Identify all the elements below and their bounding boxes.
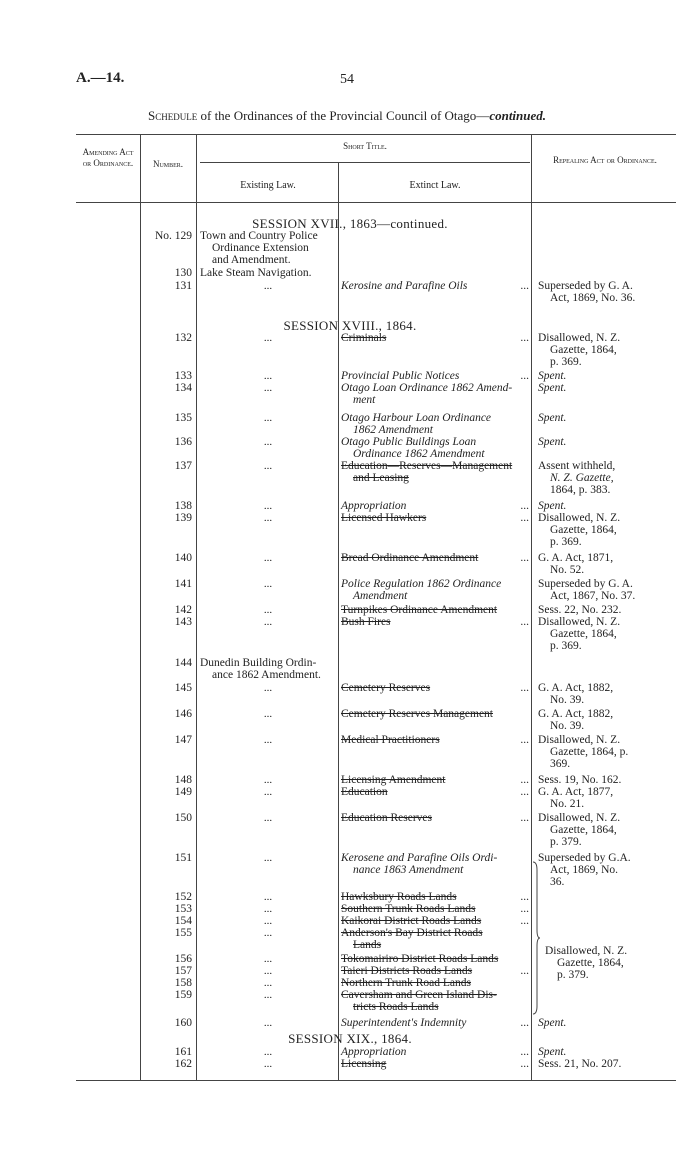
existing-law-line: Ordinance Extension	[212, 242, 309, 254]
repealing-line: G. A. Act, 1882,	[538, 708, 614, 720]
existing-ellipsis: ...	[263, 370, 273, 382]
extinct-law-line: Provincial Public Notices	[341, 370, 460, 382]
leader-dots: ...	[520, 370, 529, 382]
existing-law-line: Dunedin Building Ordin-	[200, 657, 317, 669]
extinct-law-line: Otago Loan Ordinance 1862 Amend-	[341, 382, 513, 394]
repealing-act	[538, 812, 674, 848]
leader-dots: ...	[520, 1058, 529, 1070]
extinct-law	[341, 280, 529, 292]
header-short-title: Short Title.	[343, 141, 387, 151]
ordinance-number: 133	[174, 370, 192, 382]
repealing-act	[538, 512, 674, 548]
extinct-law	[341, 616, 529, 628]
leader-dots: ...	[520, 786, 529, 798]
existing-law-line: Lake Steam Navigation.	[200, 267, 312, 279]
extinct-law-line: Amendment	[353, 590, 408, 602]
leader-dots: ...	[520, 891, 529, 903]
existing-ellipsis: ...	[263, 989, 273, 1001]
extinct-law	[341, 903, 529, 915]
repealing-act	[538, 370, 674, 382]
repealing-act	[538, 578, 674, 602]
ordinance-number: 131	[174, 280, 192, 292]
ordinance-number: 147	[174, 734, 192, 746]
extinct-law-line: Ordinance 1862 Amendment	[353, 448, 485, 460]
existing-ellipsis: ...	[263, 500, 273, 512]
repealing-act-group	[545, 945, 681, 981]
extinct-law	[341, 436, 529, 460]
repealing-line: Superseded by G. A.	[538, 280, 633, 292]
table-top-rule	[76, 134, 676, 135]
extinct-law-line: Kerosine and Parafine Oils	[341, 280, 468, 292]
ordinance-number: 155	[174, 927, 192, 939]
extinct-law-line: Taieri Districts Roads Lands	[341, 965, 473, 977]
repealing-line: p. 369.	[550, 536, 582, 548]
repealing-line: Spent.	[538, 1046, 567, 1058]
repealing-act	[538, 436, 674, 448]
extinct-law-line: Licensed Hawkers	[341, 512, 427, 524]
existing-ellipsis: ...	[263, 903, 273, 915]
existing-ellipsis: ...	[263, 1046, 273, 1058]
repealing-line: Spent.	[538, 436, 567, 448]
existing-ellipsis: ...	[263, 1017, 273, 1029]
ordinance-number: 139	[174, 512, 192, 524]
session-xvii-heading: SESSION XVII., 1863—continued.	[252, 216, 448, 231]
extinct-law-line: Education Reserves	[341, 812, 433, 824]
extinct-law-line: Northern Trunk Road Lands	[341, 977, 472, 989]
ordinance-number: 146	[174, 708, 192, 720]
extinct-law	[341, 370, 529, 382]
repealing-line: Gazette, 1864,	[550, 824, 617, 836]
repealing-line: p. 369.	[550, 356, 582, 368]
extinct-law	[341, 460, 529, 484]
repealing-line: Spent.	[538, 370, 567, 382]
extinct-law-line: ment	[353, 394, 376, 406]
existing-law-line: and Amendment.	[212, 254, 291, 266]
existing-ellipsis: ...	[263, 682, 273, 694]
existing-ellipsis: ...	[263, 512, 273, 524]
header-number: Number.	[152, 159, 184, 169]
ordinance-number: 138	[174, 500, 192, 512]
repealing-line: G. A. Act, 1871,	[538, 552, 614, 564]
extinct-law	[341, 500, 529, 512]
existing-ellipsis: ...	[263, 604, 273, 616]
leader-dots: ...	[520, 616, 529, 628]
repealing-act	[538, 552, 674, 576]
repealing-line: No. 21.	[550, 798, 585, 810]
extinct-law-line: Criminals	[341, 332, 387, 344]
existing-ellipsis: ...	[263, 812, 273, 824]
extinct-law	[341, 891, 529, 903]
repealing-act	[538, 682, 674, 706]
existing-law	[200, 230, 336, 266]
extinct-law	[341, 512, 529, 524]
extinct-law	[341, 852, 529, 876]
repealing-line: Disallowed, N. Z.	[538, 812, 621, 824]
extinct-law	[341, 927, 529, 951]
repealing-act	[538, 852, 674, 888]
extinct-law	[341, 977, 529, 989]
existing-ellipsis: ...	[263, 774, 273, 786]
extinct-law	[341, 989, 529, 1013]
repealing-line: Disallowed, N. Z.	[538, 734, 621, 746]
extinct-law-line: Otago Public Buildings Loan	[341, 436, 477, 448]
session-xviii-heading: SESSION XVIII., 1864.	[283, 318, 417, 333]
extinct-law	[341, 734, 529, 746]
extinct-law-line: tricts Roads Lands	[353, 1001, 439, 1013]
extinct-law-line: Otago Harbour Loan Ordinance	[341, 412, 492, 424]
extinct-law-line: Appropriation	[341, 1046, 407, 1058]
repealing-line: Sess. 19, No. 162.	[538, 774, 622, 786]
existing-ellipsis: ...	[263, 734, 273, 746]
ordinance-number: 136	[174, 436, 192, 448]
repealing-line: Gazette, 1864,	[550, 344, 617, 356]
extinct-law	[341, 1017, 529, 1029]
repealing-act	[538, 708, 674, 732]
leader-dots: ...	[520, 812, 529, 824]
repealing-line: 1864, p. 383.	[550, 484, 611, 496]
ordinance-number: 159	[174, 989, 192, 1001]
extinct-law-line: and Leasing	[353, 472, 409, 484]
title-middle: of the Ordinances of the Provincial Council of Otago—	[197, 108, 490, 123]
existing-ellipsis: ...	[263, 1058, 273, 1070]
repealing-line: Disallowed, N. Z.	[538, 616, 621, 628]
existing-ellipsis: ...	[263, 280, 273, 292]
extinct-law	[341, 552, 529, 564]
ordinance-number: 143	[174, 616, 192, 628]
ordinance-number: 145	[174, 682, 192, 694]
page-number: 54	[340, 72, 354, 87]
repealing-act	[538, 1058, 674, 1070]
ordinance-number: 156	[174, 953, 192, 965]
repealing-line: p. 369.	[550, 640, 582, 652]
ordinance-number: 140	[174, 552, 192, 564]
leader-dots: ...	[520, 734, 529, 746]
leader-dots: ...	[520, 332, 529, 344]
leader-dots: ...	[520, 903, 529, 915]
extinct-law-line: Cemetery Reserves Management	[341, 708, 493, 720]
repealing-act	[538, 500, 674, 512]
repealing-line: Spent.	[538, 412, 567, 424]
extinct-law	[341, 1058, 529, 1070]
repealing-act	[538, 460, 674, 496]
repealing-line: G. A. Act, 1877,	[538, 786, 614, 798]
extinct-law-line: Lands	[353, 939, 382, 951]
existing-ellipsis: ...	[263, 708, 273, 720]
existing-law	[200, 657, 336, 681]
extinct-law-line: Kerosene and Parafine Oils Ordi-	[341, 852, 498, 864]
repealing-line: Spent.	[538, 1017, 567, 1029]
repealing-line: Gazette, 1864,	[550, 524, 617, 536]
repealing-act	[538, 734, 674, 770]
extinct-law	[341, 915, 529, 927]
extinct-law-line: Kaikorai District Roads Lands	[341, 915, 482, 927]
existing-ellipsis: ...	[263, 953, 273, 965]
extinct-law	[341, 412, 529, 436]
ordinance-number: 141	[174, 578, 192, 590]
ordinance-number: 134	[174, 382, 192, 394]
extinct-law	[341, 965, 529, 977]
header-subrule	[200, 162, 530, 163]
extinct-law-line: 1862 Amendment	[353, 424, 433, 436]
ordinance-number: 154	[174, 915, 192, 927]
extinct-law-line: Education—Reserves—Management	[341, 460, 513, 472]
leader-dots: ...	[520, 500, 529, 512]
repealing-line: Sess. 21, No. 207.	[538, 1058, 622, 1070]
ordinance-number: 160	[174, 1017, 192, 1029]
existing-ellipsis: ...	[263, 965, 273, 977]
extinct-law	[341, 382, 529, 406]
header-repealing: Repealing Act or Ordinance.	[553, 155, 657, 165]
leader-dots: ...	[520, 965, 529, 977]
repealing-line: Disallowed, N. Z.	[538, 332, 621, 344]
existing-ellipsis: ...	[263, 578, 273, 590]
repealing-line: p. 379.	[557, 969, 589, 981]
existing-ellipsis: ...	[263, 786, 273, 798]
repealing-act	[538, 1046, 674, 1058]
ordinance-number: 148	[174, 774, 192, 786]
existing-ellipsis: ...	[263, 460, 273, 472]
extinct-law	[341, 708, 529, 720]
extinct-law	[341, 604, 529, 616]
repealing-line: N. Z. Gazette,	[550, 472, 614, 484]
leader-dots: ...	[520, 1046, 529, 1058]
ordinance-number: 162	[174, 1058, 192, 1070]
leader-dots: ...	[520, 280, 529, 292]
extinct-law-line: Education	[341, 786, 388, 798]
extinct-law-line: Police Regulation 1862 Ordinance	[341, 578, 502, 590]
extinct-law-line: Superintendent's Indemnity	[341, 1017, 467, 1029]
extinct-law	[341, 332, 529, 344]
extinct-law-line: Anderson's Bay District Roads	[341, 927, 483, 939]
schedule-title	[148, 108, 546, 124]
repealing-act	[538, 774, 674, 786]
title-continued: continued.	[489, 108, 547, 123]
extinct-law-line: Appropriation	[341, 500, 407, 512]
existing-ellipsis: ...	[263, 552, 273, 564]
existing-ellipsis: ...	[263, 977, 273, 989]
leader-dots: ...	[520, 915, 529, 927]
repealing-line: G. A. Act, 1882,	[538, 682, 614, 694]
extinct-law-line: Bread Ordinance Amendment	[341, 552, 479, 564]
leader-dots: ...	[520, 1017, 529, 1029]
grouping-brace	[532, 860, 540, 1016]
repealing-act	[538, 412, 674, 424]
existing-ellipsis: ...	[263, 915, 273, 927]
existing-law-line: Town and Country Police	[200, 230, 318, 242]
ordinance-number: 157	[174, 965, 192, 977]
repealing-line: Act, 1867, No. 37.	[550, 590, 636, 602]
existing-ellipsis: ...	[263, 927, 273, 939]
header-extinct: Extinct Law.	[409, 180, 461, 191]
repealing-line: p. 379.	[550, 836, 582, 848]
ordinance-number: 150	[174, 812, 192, 824]
repealing-act	[538, 1017, 674, 1029]
extinct-law-line: Caversham and Green Island Dis-	[341, 989, 497, 1001]
extinct-law	[341, 786, 529, 798]
extinct-law	[341, 1046, 529, 1058]
ordinance-number: No. 129	[154, 230, 192, 242]
extinct-law-line: Licensing	[341, 1058, 387, 1070]
ordinance-number: 132	[174, 332, 192, 344]
ordinance-number: 130	[174, 267, 192, 279]
repealing-line: Gazette, 1864,	[557, 957, 624, 969]
repealing-line: No. 52.	[550, 564, 585, 576]
extinct-law	[341, 774, 529, 786]
repealing-line: Act, 1869, No. 36.	[550, 292, 636, 304]
extinct-law	[341, 812, 529, 824]
extinct-law	[341, 578, 529, 602]
ordinance-number: 137	[174, 460, 192, 472]
repealing-line: Disallowed, N. Z.	[545, 945, 628, 957]
extinct-law-line: nance 1863 Amendment	[353, 864, 464, 876]
repealing-line: No. 39.	[550, 720, 585, 732]
leader-dots: ...	[520, 512, 529, 524]
existing-ellipsis: ...	[263, 891, 273, 903]
table-bottom-rule	[76, 1080, 676, 1081]
repealing-line: Spent.	[538, 382, 567, 394]
repealing-line: Superseded by G.A.	[538, 852, 631, 864]
ordinance-number: 152	[174, 891, 192, 903]
extinct-law-line: Tokomairiro District Roads Lands	[341, 953, 499, 965]
repealing-line: Act, 1869, No.	[550, 864, 619, 876]
header-bottom-rule	[76, 202, 676, 203]
repealing-act	[538, 280, 674, 304]
repealing-act	[538, 332, 674, 368]
repealing-line: 36.	[550, 876, 565, 888]
extinct-law-line: Hawksbury Roads Lands	[341, 891, 457, 903]
ordinance-number: 144	[174, 657, 192, 669]
ordinance-number: 149	[174, 786, 192, 798]
title-schedule-word: Schedule	[148, 108, 198, 123]
repealing-act	[538, 786, 674, 810]
extinct-law-line: Cemetery Reserves	[341, 682, 431, 694]
repealing-line: Spent.	[538, 500, 567, 512]
extinct-law-line: Turnpikes Ordinance Amendment	[341, 604, 498, 616]
repealing-line: 369.	[550, 758, 571, 770]
ordinance-number: 153	[174, 903, 192, 915]
leader-dots: ...	[520, 552, 529, 564]
existing-ellipsis: ...	[263, 616, 273, 628]
existing-law-line: ance 1862 Amendment.	[212, 669, 321, 681]
repealing-line: Gazette, 1864, p.	[550, 746, 629, 758]
header-amending: Amending Act or Ordinance.	[82, 147, 134, 168]
extinct-law-line: Licensing Amendment	[341, 774, 446, 786]
repealing-line: Assent withheld,	[538, 460, 616, 472]
ordinance-number: 151	[174, 852, 192, 864]
repealing-line: Gazette, 1864,	[550, 628, 617, 640]
column-rule-2	[196, 134, 197, 1080]
existing-ellipsis: ...	[263, 382, 273, 394]
session-xix-heading: SESSION XIX., 1864.	[288, 1031, 412, 1046]
ordinance-number: 135	[174, 412, 192, 424]
ordinance-number: 142	[174, 604, 192, 616]
leader-dots: ...	[520, 682, 529, 694]
column-rule-3	[338, 162, 339, 1080]
repealing-act	[538, 382, 674, 394]
extinct-law	[341, 953, 529, 965]
document-reference: A.—14.	[76, 70, 125, 86]
repealing-line: No. 39.	[550, 694, 585, 706]
repealing-act	[538, 604, 674, 616]
extinct-law-line: Medical Practitioners	[341, 734, 440, 746]
repealing-line: Superseded by G. A.	[538, 578, 633, 590]
header-existing: Existing Law.	[240, 180, 296, 191]
extinct-law-line: Bush Fires	[341, 616, 391, 628]
repealing-line: Sess. 22, No. 232.	[538, 604, 622, 616]
existing-ellipsis: ...	[263, 332, 273, 344]
repealing-act	[538, 616, 674, 652]
existing-ellipsis: ...	[263, 852, 273, 864]
leader-dots: ...	[520, 774, 529, 786]
existing-ellipsis: ...	[263, 412, 273, 424]
ordinance-number: 158	[174, 977, 192, 989]
extinct-law-line: Southern Trunk Roads Lands	[341, 903, 476, 915]
existing-law	[200, 267, 336, 279]
repealing-line: Disallowed, N. Z.	[538, 512, 621, 524]
extinct-law	[341, 682, 529, 694]
ordinance-number: 161	[174, 1046, 192, 1058]
existing-ellipsis: ...	[263, 436, 273, 448]
